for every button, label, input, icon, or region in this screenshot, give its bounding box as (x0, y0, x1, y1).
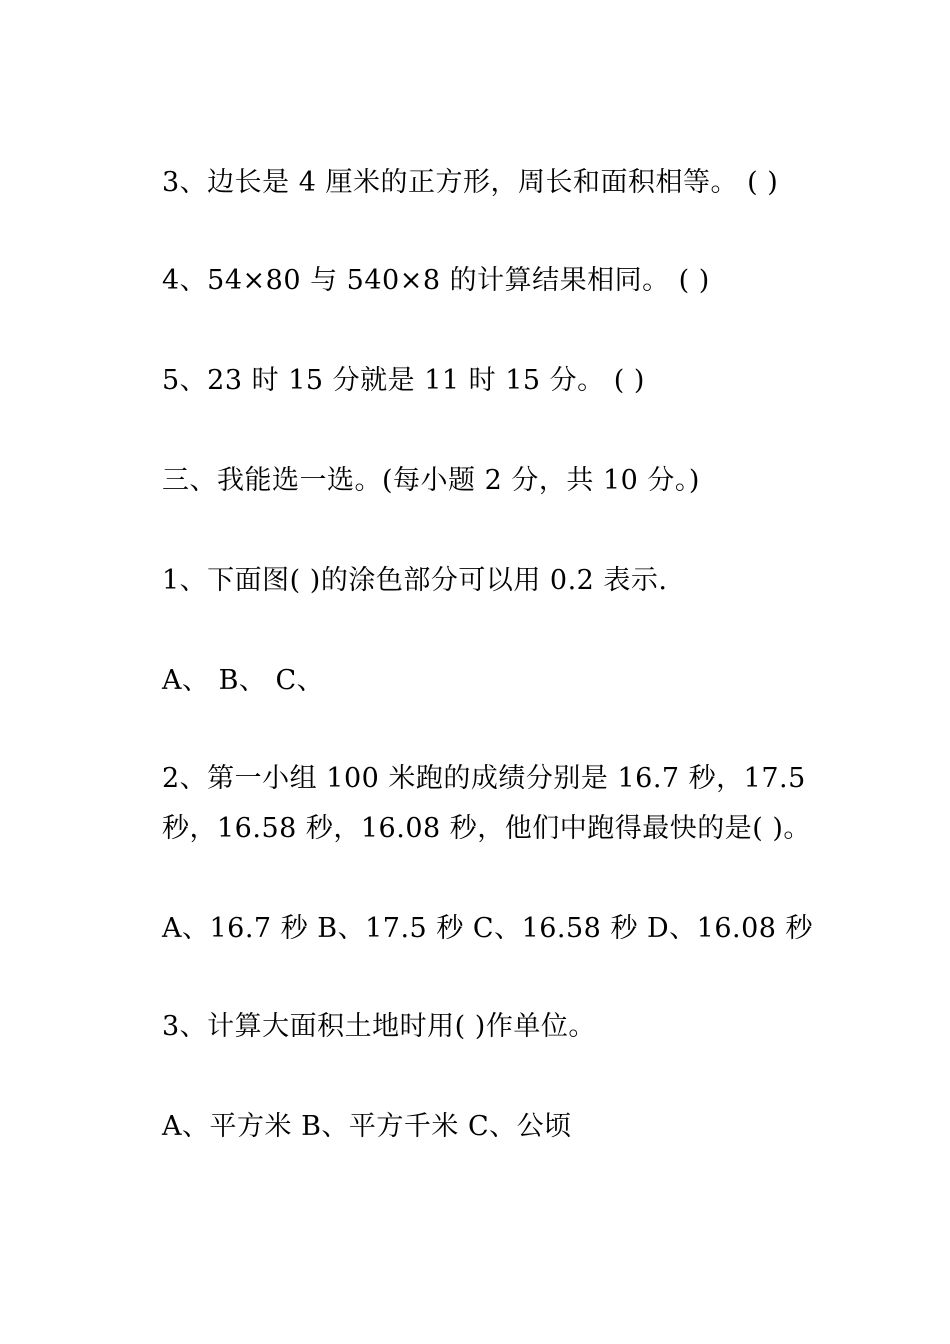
choice-question-3-options: A、平方米 B、平方千米 C、公顷 (162, 1111, 572, 1142)
judgment-question-4: 4、54×80 与 540×8 的计算结果相同。 ( ) (162, 265, 710, 296)
choice-question-2-options: A、16.7 秒 B、17.5 秒 C、16.58 秒 D、16.08 秒 (162, 913, 814, 944)
section-heading-choice: 三、我能选一选。(每小题 2 分，共 10 分。) (162, 465, 700, 496)
choice-question-1: 1、下面图( )的涂色部分可以用 0.2 表示. (162, 565, 668, 596)
judgment-question-5: 5、23 时 15 分就是 11 时 15 分。 ( ) (162, 365, 645, 396)
choice-question-3: 3、计算大面积土地时用( )作单位。 (162, 1011, 596, 1042)
judgment-question-3: 3、边长是 4 厘米的正方形，周长和面积相等。 ( ) (162, 167, 779, 198)
choice-question-2-line-1: 2、第一小组 100 米跑的成绩分别是 16.7 秒，17.5 (162, 763, 806, 794)
choice-question-2-line-2: 秒，16.58 秒，16.08 秒，他们中跑得最快的是( )。 (162, 813, 811, 844)
choice-question-1-options: A、 B、 C、 (162, 665, 325, 696)
